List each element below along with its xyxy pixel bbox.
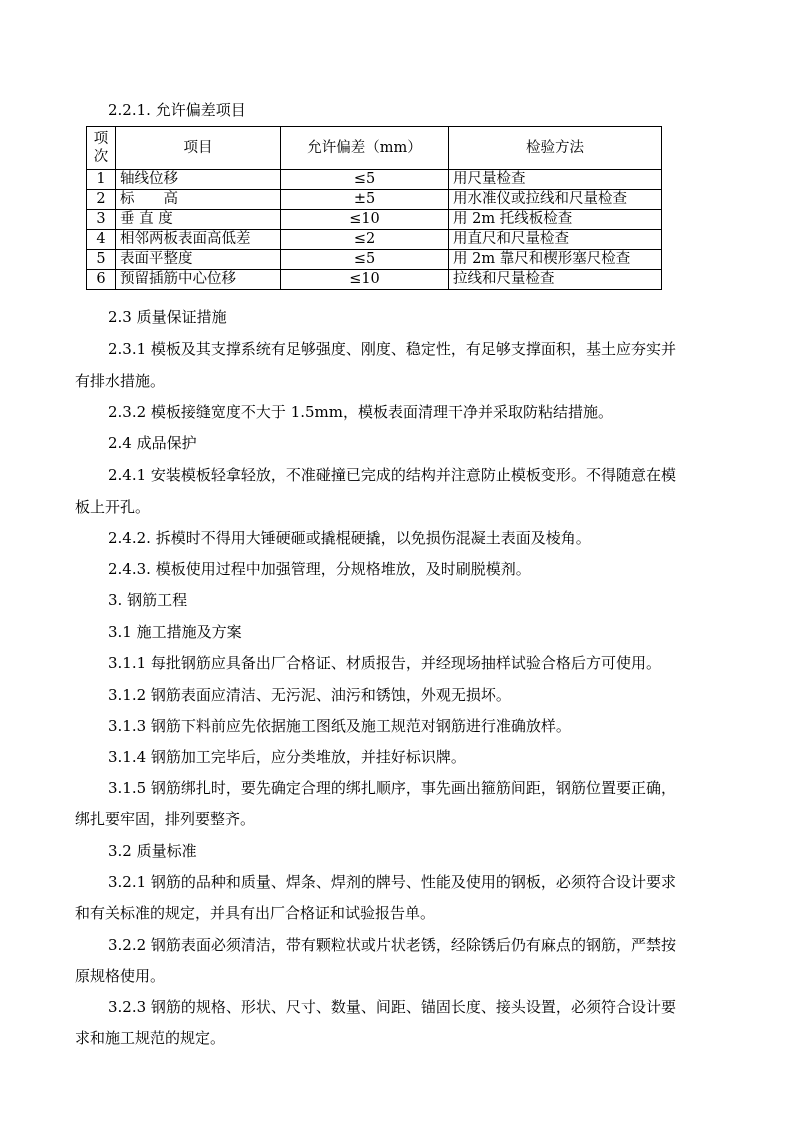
header-item: 项目: [116, 127, 281, 170]
table-row: [87, 230, 662, 250]
row-tolerance: ≤5: [281, 170, 449, 190]
row-no: 2: [87, 190, 116, 210]
paragraph-line: 板上开孔。: [75, 498, 151, 516]
section-title: 2.2.1. 允许偏差项目: [108, 101, 246, 119]
row-item: 预留插筋中心位移: [116, 270, 281, 290]
heading-2-4: 2.4 成品保护: [108, 434, 197, 452]
heading-3-1: 3.1 施工措施及方案: [108, 623, 242, 641]
paragraph-line: 3.2.2 钢筋表面必须清洁，带有颗粒状或片状老锈，经除锈后仍有麻点的钢筋，严禁按: [108, 936, 676, 954]
table-row: [87, 170, 662, 190]
table-header-row: [87, 127, 662, 170]
paragraph-line: 3.1.1 每批钢筋应具备出厂合格证、材质报告，并经现场抽样试验合格后方可使用。: [108, 654, 661, 672]
row-tolerance: ±5: [281, 190, 449, 210]
table-row: [87, 250, 662, 270]
row-method: 用尺量检查: [449, 170, 662, 190]
header-no-line2: 次: [93, 149, 109, 165]
heading-2-3: 2.3 质量保证措施: [108, 308, 227, 326]
paragraph-line: 3.1.2 钢筋表面应清洁、无污泥、油污和锈蚀，外观无损坏。: [108, 686, 511, 704]
paragraph-line: 和有关标准的规定，并具有出厂合格证和试验报告单。: [75, 904, 436, 922]
paragraph-line: 2.3.2 模板接缝宽度不大于 1.5mm，模板表面清理干净并采取防粘结措施。: [108, 403, 614, 421]
row-no: 6: [87, 270, 116, 290]
header-tolerance: 允许偏差（mm）: [281, 127, 449, 170]
heading-3: 3. 钢筋工程: [108, 591, 188, 609]
paragraph-line: 绑扎要牢固，排列要整齐。: [75, 810, 256, 828]
header-method: 检验方法: [449, 127, 662, 170]
row-tolerance: ≤10: [281, 270, 449, 290]
table-row: [87, 190, 662, 210]
table-row: [87, 270, 662, 290]
row-no: 3: [87, 210, 116, 230]
header-no-line1: 项: [93, 131, 109, 147]
row-item: 标 高: [116, 190, 281, 210]
heading-3-2: 3.2 质量标准: [108, 842, 197, 860]
row-method: 用直尺和尺量检查: [449, 230, 662, 250]
row-method: 用水准仪或拉线和尺量检查: [449, 190, 662, 210]
row-tolerance: ≤2: [281, 230, 449, 250]
row-item: 相邻两板表面高低差: [116, 230, 281, 250]
paragraph-line: 有排水措施。: [75, 372, 166, 390]
paragraph-line: 3.1.4 钢筋加工完毕后，应分类堆放，并挂好标识牌。: [108, 748, 466, 766]
row-method: 用 2m 托线板检查: [449, 210, 662, 230]
tolerance-table: [86, 126, 662, 290]
paragraph-line: 2.4.1 安装模板轻拿轻放，不准碰撞已完成的结构并注意防止模板变形。不得随意在模: [108, 466, 676, 484]
row-tolerance: ≤10: [281, 210, 449, 230]
row-item: 轴线位移: [116, 170, 281, 190]
row-item: 表面平整度: [116, 250, 281, 270]
row-item: 垂 直 度: [116, 210, 281, 230]
paragraph-line: 3.2.1 钢筋的品种和质量、焊条、焊剂的牌号、性能及使用的钢板，必须符合设计要求: [108, 873, 676, 891]
paragraph-line: 3.1.3 钢筋下料前应先依据施工图纸及施工规范对钢筋进行准确放样。: [108, 717, 571, 735]
paragraph-line: 求和施工规范的规定。: [75, 1029, 226, 1047]
paragraph-line: 2.4.3. 模板使用过程中加强管理，分规格堆放，及时刷脱模剂。: [108, 560, 531, 578]
row-method: 用 2m 靠尺和楔形塞尺检查: [449, 250, 662, 270]
table-row: [87, 210, 662, 230]
row-no: 4: [87, 230, 116, 250]
row-no: 5: [87, 250, 116, 270]
header-no: [87, 127, 116, 170]
row-method: 拉线和尺量检查: [449, 270, 662, 290]
row-tolerance: ≤5: [281, 250, 449, 270]
paragraph-line: 原规格使用。: [75, 967, 166, 985]
paragraph-line: 3.2.3 钢筋的规格、形状、尺寸、数量、间距、锚固长度、接头设置，必须符合设计要: [108, 998, 676, 1016]
paragraph-line: 2.4.2. 拆模时不得用大锤硬砸或撬棍硬撬，以免损伤混凝土表面及棱角。: [108, 529, 591, 547]
row-no: 1: [87, 170, 116, 190]
paragraph-line: 3.1.5 钢筋绑扎时，要先确定合理的绑扎顺序，事先画出箍筋间距，钢筋位置要正确，: [108, 779, 676, 797]
paragraph-line: 2.3.1 模板及其支撑系统有足够强度、刚度、稳定性，有足够支撑面积，基土应夯实并: [108, 340, 676, 358]
